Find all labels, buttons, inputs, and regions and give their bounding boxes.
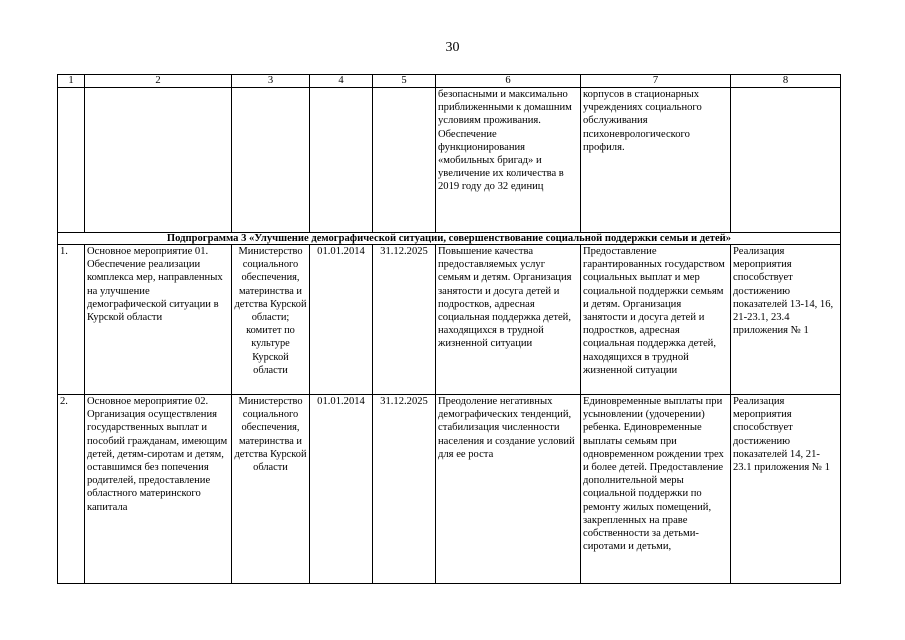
executor-cell: Министерство социального обеспечения, материнства и детства Курской области	[232, 395, 310, 584]
content-cell: Предоставление гарантированных государством социальных выплат и мер социальной поддержки семьям и детям. Организация занятости и досуга детей и подростков, адресная социальная поддержка детей, находящихся в трудной жизненной ситуации	[581, 245, 731, 395]
content-cell: корпусов в стационарных учреждениях социального обслуживания психоневрологического профиля.	[581, 88, 731, 233]
table-cell	[58, 88, 85, 233]
measure-cell: Основное мероприятие 01. Обеспечение реализации комплекса мер, направленных на улучшение демографической ситуации в Курской области	[85, 245, 232, 395]
table-row	[58, 395, 841, 584]
subprogram-title: Подпрограмма 3 «Улучшение демографической ситуации, совершенствование социальной поддержки семьи и детей»	[58, 233, 841, 245]
subprogram-row	[58, 233, 841, 245]
table-cell	[232, 88, 310, 233]
continuation-row	[58, 88, 841, 233]
column-number: 2	[85, 75, 232, 88]
table-row	[58, 245, 841, 395]
expected-result-cell: Преодоление негативных демографических тенденций, стабилизация численности населения и создание условий для ее роста	[436, 395, 581, 584]
table-cell	[85, 88, 232, 233]
expected-result-cell: безопасными и максимально приближенными к домашним условиям проживания. Обеспечение функционирования «мобильных бригад» и увеличение их количества в 2019 году до 32 единиц	[436, 88, 581, 233]
table-cell	[310, 88, 373, 233]
end-date-cell: 31.12.2025	[373, 245, 436, 395]
indicator-link-cell: Реализация мероприятия способствует достижению показателей 14, 21-23.1 приложения № 1	[731, 395, 841, 584]
content-cell: Единовременные выплаты при усыновлении (удочерении) ребенка. Единовременные выплаты семьям при одновременном рождении трех и более детей. Предоставление дополнительной меры социальной поддержки по ремонту жилых помещений, закрепленных на праве собственности за детьми-сиротами и детьми,	[581, 395, 731, 584]
page-number: 30	[445, 40, 460, 55]
program-table	[57, 74, 841, 584]
column-number: 1	[58, 75, 85, 88]
row-number: 1.	[58, 245, 85, 395]
indicator-link-cell: Реализация мероприятия способствует достижению показателей 13-14, 16, 21-23.1, 23.4 приложения № 1	[731, 245, 841, 395]
column-number-row	[58, 75, 841, 88]
table-cell	[731, 88, 841, 233]
column-number: 3	[232, 75, 310, 88]
expected-result-cell: Повышение качества предоставляемых услуг семьям и детям. Организация занятости и досуга детей и подростков, адресная социальная поддержка детей, находящихся в трудной жизненной ситуации	[436, 245, 581, 395]
column-number: 4	[310, 75, 373, 88]
column-number: 8	[731, 75, 841, 88]
row-number: 2.	[58, 395, 85, 584]
column-number: 7	[581, 75, 731, 88]
executor-cell: Министерство социального обеспечения, материнства и детства Курской области; комитет по культуре Курской области	[232, 245, 310, 395]
table-cell	[373, 88, 436, 233]
column-number: 5	[373, 75, 436, 88]
end-date-cell: 31.12.2025	[373, 395, 436, 584]
start-date-cell: 01.01.2014	[310, 395, 373, 584]
measure-cell: Основное мероприятие 02. Организация осуществления государственных выплат и пособий гражданам, имеющим детей, детям-сиротам и детям, оставшимся без попечения родителей, предоставление областного материнского капитала	[85, 395, 232, 584]
start-date-cell: 01.01.2014	[310, 245, 373, 395]
column-number: 6	[436, 75, 581, 88]
